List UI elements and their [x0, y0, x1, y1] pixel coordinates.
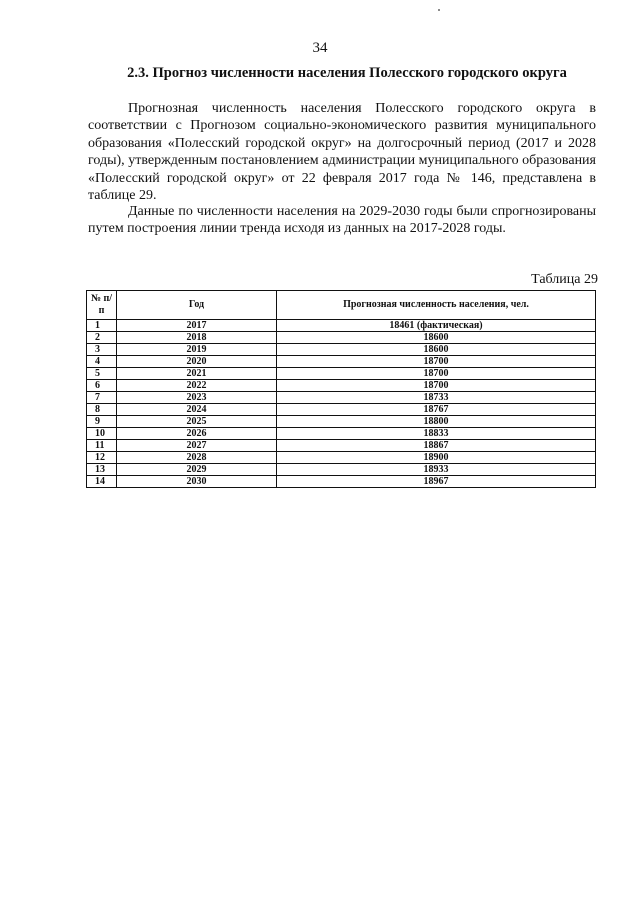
- cell-year: 2028: [117, 452, 277, 464]
- table-row: [87, 368, 596, 380]
- cell-year: 2022: [117, 380, 277, 392]
- cell-year: 2025: [117, 416, 277, 428]
- cell-population: 18933: [277, 464, 596, 476]
- table-row: [87, 464, 596, 476]
- header-population: Прогнозная численность населения, чел.: [277, 291, 596, 320]
- cell-population: 18700: [277, 380, 596, 392]
- cell-number: 11: [87, 440, 117, 452]
- cell-number: 14: [87, 476, 117, 488]
- cell-year: 2023: [117, 392, 277, 404]
- table-row: [87, 440, 596, 452]
- cell-population: 18800: [277, 416, 596, 428]
- cell-population: 18461 (фактическая): [277, 320, 596, 332]
- cell-population: 18767: [277, 404, 596, 416]
- table-header-row: [87, 291, 596, 320]
- paragraph-trend-method: [88, 203, 596, 238]
- table-row: [87, 476, 596, 488]
- cell-number: 5: [87, 368, 117, 380]
- cell-number: 10: [87, 428, 117, 440]
- cell-number: 8: [87, 404, 117, 416]
- cell-number: 12: [87, 452, 117, 464]
- cell-number: 3: [87, 344, 117, 356]
- table-row: [87, 320, 596, 332]
- cell-year: 2024: [117, 404, 277, 416]
- table-row: [87, 332, 596, 344]
- table-row: [87, 404, 596, 416]
- cell-number: 9: [87, 416, 117, 428]
- population-forecast-table: [86, 290, 596, 488]
- cell-population: 18833: [277, 428, 596, 440]
- cell-population: 18600: [277, 344, 596, 356]
- table-row: [87, 452, 596, 464]
- header-year: Год: [117, 291, 277, 320]
- table-caption: Таблица 29: [531, 272, 598, 287]
- cell-population: 18700: [277, 356, 596, 368]
- table-row: [87, 416, 596, 428]
- cell-number: 1: [87, 320, 117, 332]
- paragraph-text: Данные по численности населения на 2029-2030 годы были спрогнозированы путем построения линии тренда исходя из данных на 2017-2028 годы.: [88, 204, 596, 237]
- cell-year: 2029: [117, 464, 277, 476]
- table-row: [87, 356, 596, 368]
- cell-year: 2019: [117, 344, 277, 356]
- cell-population: 18733: [277, 392, 596, 404]
- paragraph-text: Прогнозная численность населения Полесского городского округа в соответствии с Прогнозом социально-экономического развития муниципального образования «Полесский городской округ» на долгосрочный период (2017 и 2028 годы), утвержденным постановлением администрации муниципального образования «Полесский городской округ» от 22 февраля 2017 года № 146, представлена в таблице 29.: [88, 101, 596, 204]
- cell-year: 2017: [117, 320, 277, 332]
- cell-number: 7: [87, 392, 117, 404]
- cell-year: 2026: [117, 428, 277, 440]
- cell-population: 18867: [277, 440, 596, 452]
- table-row: [87, 392, 596, 404]
- cell-population: 18967: [277, 476, 596, 488]
- paragraph-forecast-source: [88, 100, 596, 204]
- cell-year: 2030: [117, 476, 277, 488]
- cell-population: 18900: [277, 452, 596, 464]
- cell-number: 13: [87, 464, 117, 476]
- table-row: [87, 344, 596, 356]
- table-body: [87, 320, 596, 488]
- table-row: [87, 428, 596, 440]
- scan-speck: [438, 9, 440, 11]
- cell-number: 4: [87, 356, 117, 368]
- header-number: № п/п: [87, 291, 117, 320]
- cell-number: 6: [87, 380, 117, 392]
- table-row: [87, 380, 596, 392]
- cell-year: 2027: [117, 440, 277, 452]
- section-heading: 2.3. Прогноз численности населения Полесского городского округа: [127, 65, 567, 81]
- cell-number: 2: [87, 332, 117, 344]
- cell-year: 2020: [117, 356, 277, 368]
- cell-year: 2021: [117, 368, 277, 380]
- page-number: 34: [312, 40, 328, 56]
- cell-year: 2018: [117, 332, 277, 344]
- cell-population: 18600: [277, 332, 596, 344]
- cell-population: 18700: [277, 368, 596, 380]
